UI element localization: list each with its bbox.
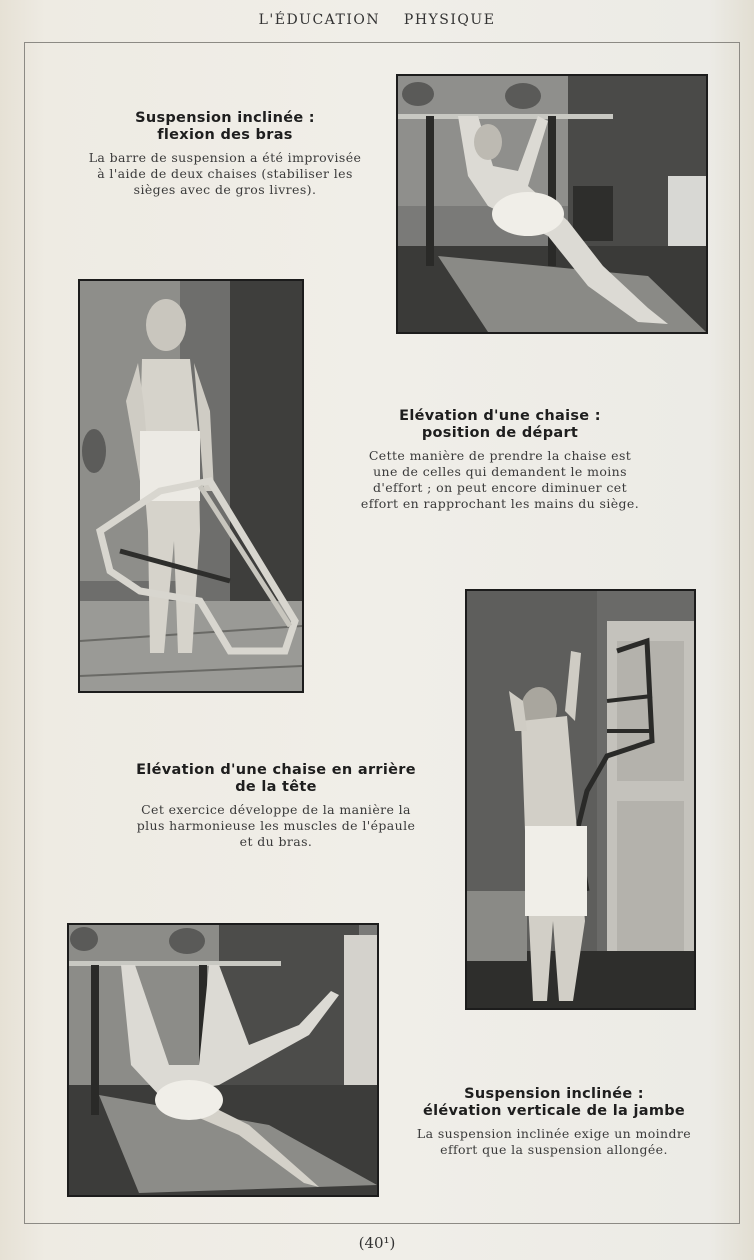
caption-title: Suspension inclinée : flexion des bras <box>135 110 315 143</box>
caption-title: Suspension inclinée : élévation verticale de la jambe <box>422 1086 686 1119</box>
photo-chair-lift-behind-head <box>465 589 696 1010</box>
photo-chair-lift-start <box>78 279 304 693</box>
caption-body: La suspension inclinée exige un moindre effort que la suspension allongée. <box>416 1126 692 1157</box>
caption-suspension-arm-flexion <box>60 110 390 198</box>
caption-suspension-leg-raise <box>382 1086 726 1158</box>
caption-body: Cette manière de prendre la chaise est une de celles qui demandent le moins d'effort ; on peut encore diminuer cet effort en rapprochant les mains du siège. <box>360 448 640 511</box>
photo-suspension-arm-flexion <box>396 74 708 334</box>
photo-suspension-leg-raise <box>67 923 379 1197</box>
caption-body: Cet exercice développe de la manière la plus harmonieuse les muscles de l'épaule et du bras. <box>136 802 416 849</box>
page-number: (40¹) <box>358 1234 396 1252</box>
caption-chair-lift-start <box>322 408 678 512</box>
running-head: L'ÉDUCATION PHYSIQUE <box>258 12 496 28</box>
caption-title: Elévation d'une chaise en arrière de la tête <box>136 762 416 795</box>
caption-chair-lift-behind-head <box>92 762 460 850</box>
caption-title: Elévation d'une chaise : position de départ <box>399 408 601 441</box>
caption-body: La barre de suspension a été improvisée à l'aide de deux chaises (stabiliser les sièges avec de gros livres). <box>88 150 362 197</box>
